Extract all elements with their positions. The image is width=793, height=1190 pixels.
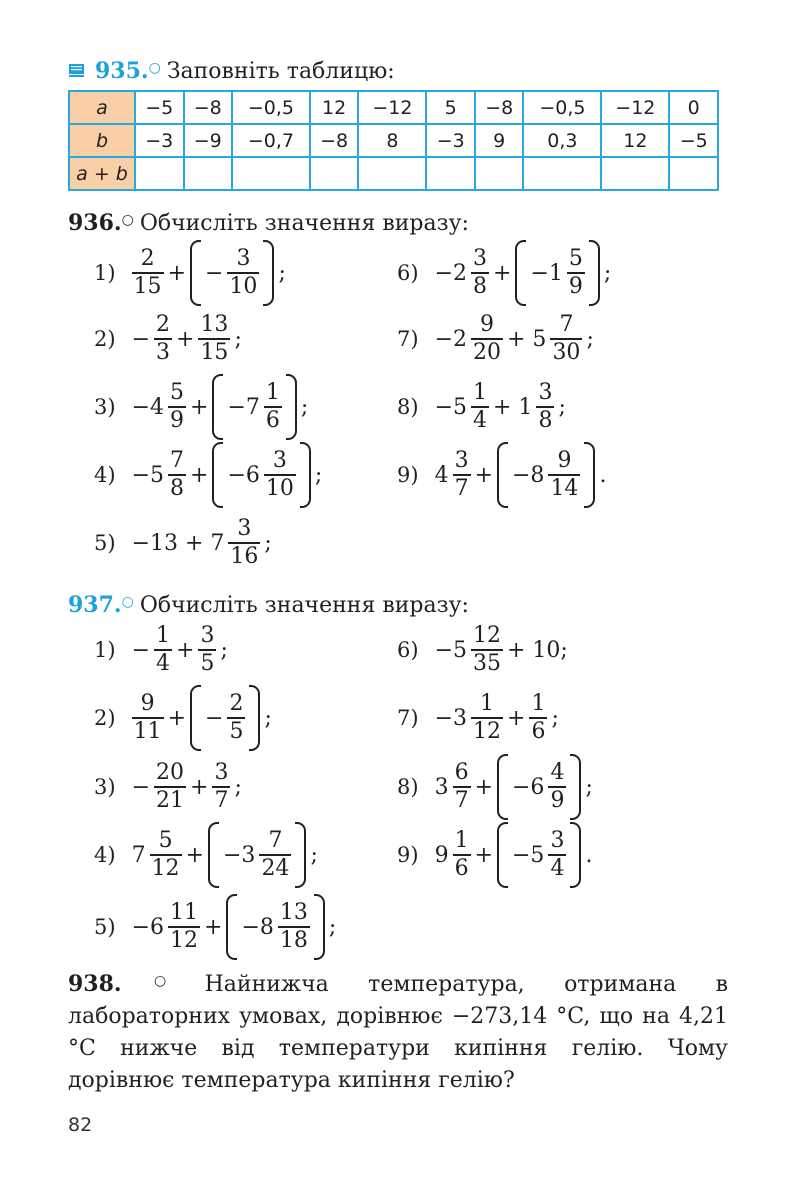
- item-label: 1): [94, 638, 116, 662]
- numerator: 12: [473, 623, 501, 648]
- denominator: 35: [473, 651, 501, 676]
- expression-item: [94, 892, 338, 962]
- math-symbol: +: [190, 774, 209, 800]
- fraction: [228, 516, 260, 570]
- table-cell: [310, 157, 359, 190]
- fraction: [168, 448, 186, 502]
- math-symbol: + 10;: [507, 637, 568, 663]
- denominator: 7: [214, 788, 229, 813]
- fraction: [154, 623, 172, 677]
- math-symbol: −8: [512, 462, 545, 488]
- fraction: [259, 828, 291, 882]
- numerator: 13: [279, 900, 308, 925]
- fraction: [227, 691, 245, 745]
- table-cell: −5: [135, 91, 184, 124]
- table-cell: −5: [669, 124, 718, 157]
- fraction: [550, 312, 582, 366]
- table-cell: 12: [310, 91, 359, 124]
- numerator: 9: [557, 448, 572, 473]
- table-row: [69, 91, 718, 124]
- table-cell: −0,7: [232, 124, 310, 157]
- exercise-936-title: Обчисліть значення виразу:: [139, 211, 469, 236]
- denominator: 14: [550, 476, 579, 501]
- math-expression: [433, 822, 595, 888]
- expression-item: [397, 372, 568, 442]
- numerator: 1: [454, 828, 469, 853]
- math-symbol: ;: [603, 260, 612, 286]
- table-cell: −12: [358, 91, 426, 124]
- math-symbol: −8: [241, 914, 274, 940]
- fraction: [471, 246, 489, 300]
- math-symbol: −6: [227, 462, 260, 488]
- fraction: [212, 760, 230, 814]
- denominator: 15: [200, 340, 229, 365]
- row-header: a: [69, 91, 135, 124]
- denominator: 30: [552, 340, 581, 365]
- denominator: 18: [279, 928, 308, 953]
- row-header: b: [69, 124, 135, 157]
- numerator: 3: [454, 448, 469, 473]
- math-symbol: ;: [551, 705, 559, 731]
- right-paren: [584, 442, 595, 508]
- numerator: 2: [229, 691, 244, 716]
- math-symbol: ;: [278, 260, 286, 286]
- expression-item: [397, 683, 561, 753]
- math-symbol: +: [493, 260, 512, 286]
- math-symbol: ;: [558, 394, 566, 420]
- denominator: 12: [151, 856, 180, 881]
- math-expression: [433, 754, 595, 820]
- table-cell: [601, 157, 669, 190]
- math-symbol: .: [585, 842, 593, 868]
- fraction: [453, 760, 471, 814]
- denominator: 8: [170, 476, 184, 501]
- fraction: [278, 900, 310, 954]
- math-symbol: −2: [434, 326, 467, 352]
- denominator: 6: [454, 856, 469, 881]
- table-row: [69, 124, 718, 157]
- item-label: 4): [94, 463, 116, 487]
- left-paren: [190, 240, 201, 306]
- item-label: 7): [397, 706, 419, 730]
- denominator: 5: [200, 651, 215, 676]
- denominator: 8: [473, 274, 487, 299]
- expression-item: [397, 440, 608, 510]
- table-cell: [475, 157, 524, 190]
- table-cell: [426, 157, 475, 190]
- expression-item: [397, 820, 594, 890]
- exercise-935-title: Заповніть таблицю:: [166, 59, 395, 84]
- item-label: 8): [397, 775, 419, 799]
- numerator: 7: [559, 312, 574, 337]
- numerator: 11: [170, 900, 198, 925]
- table-cell: 9: [475, 124, 524, 157]
- math-symbol: −: [131, 774, 150, 800]
- math-symbol: −3: [434, 705, 467, 731]
- exercise-937-title: Обчисліть значення виразу:: [139, 593, 469, 618]
- item-label: 4): [94, 843, 116, 867]
- table-cell: −0,5: [523, 91, 601, 124]
- fraction: [453, 448, 471, 502]
- math-symbol: −: [131, 637, 150, 663]
- exercise-938-text: Найнижча температура, отримана в лабораторних умовах, дорівнює −273,14 °C, що на 4,21 °C нижче від температури кипіння гелію. Чому дорівнює температура кипіння гелію?: [68, 972, 729, 1093]
- right-paren: [570, 754, 581, 820]
- math-symbol: ;: [310, 842, 318, 868]
- table-cell: −9: [184, 124, 233, 157]
- table-cell: 12: [601, 124, 669, 157]
- numerator: 3: [237, 516, 252, 541]
- table-cell: −0,5: [232, 91, 310, 124]
- numerator: 6: [454, 760, 469, 785]
- table-cell: −8: [475, 91, 524, 124]
- expression-item: [94, 683, 274, 753]
- expression-item: [94, 304, 244, 374]
- numerator: 9: [140, 691, 155, 716]
- math-symbol: −: [131, 326, 150, 352]
- math-expression: [130, 760, 244, 814]
- expression-item: [94, 508, 274, 578]
- table-cell: [135, 157, 184, 190]
- math-symbol: −7: [227, 394, 260, 420]
- exercise-938-number: 938.: [68, 971, 122, 997]
- fraction: [548, 828, 566, 882]
- numerator: 3: [236, 246, 251, 271]
- numerator: 3: [550, 828, 565, 853]
- exercise-938: [68, 968, 728, 1097]
- fraction: [168, 380, 186, 434]
- table-cell: −3: [135, 124, 184, 157]
- expression-item: [94, 372, 310, 442]
- denominator: 4: [550, 856, 565, 881]
- expression-item: [397, 615, 570, 685]
- numerator: 1: [480, 691, 494, 716]
- math-symbol: +: [190, 462, 209, 488]
- math-symbol: −5: [434, 394, 467, 420]
- denominator: 10: [265, 476, 294, 501]
- row-header: a + b: [69, 157, 135, 190]
- math-symbol: + 5: [507, 326, 547, 352]
- math-expression: [130, 374, 311, 440]
- numerator: 3: [214, 760, 229, 785]
- denominator: 4: [156, 651, 170, 676]
- math-symbol: −1: [530, 260, 563, 286]
- item-label: 2): [94, 327, 116, 351]
- exercise-936-number: 936.: [68, 210, 122, 236]
- degree-mark: ○: [121, 212, 134, 228]
- item-label: 5): [94, 531, 116, 555]
- item-label: 5): [94, 915, 116, 939]
- fraction: [150, 828, 182, 882]
- table-cell: [523, 157, 601, 190]
- item-label: 2): [94, 706, 116, 730]
- denominator: 11: [133, 719, 162, 744]
- denominator: 9: [170, 408, 184, 433]
- table-cell: 0: [669, 91, 718, 124]
- table-cell: 0,3: [523, 124, 601, 157]
- table-cell: [669, 157, 718, 190]
- fraction: [132, 246, 164, 300]
- page-number: 82: [68, 1114, 93, 1136]
- exercise-937-number: 937.: [68, 592, 122, 618]
- fraction: [132, 691, 164, 745]
- numerator: 3: [272, 448, 287, 473]
- math-symbol: −6: [131, 914, 164, 940]
- numerator: 1: [265, 380, 280, 405]
- fraction: [529, 691, 547, 745]
- fraction: [471, 623, 503, 677]
- degree-mark: ○: [121, 973, 199, 989]
- denominator: 12: [473, 719, 501, 744]
- math-symbol: 7: [131, 842, 146, 868]
- denominator: 12: [170, 928, 198, 953]
- math-symbol: ;: [220, 637, 228, 663]
- math-symbol: +: [176, 637, 195, 663]
- numerator: 9: [480, 312, 494, 337]
- left-paren: [212, 374, 223, 440]
- math-symbol: +: [474, 842, 493, 868]
- denominator: 8: [538, 408, 553, 433]
- math-symbol: 9: [434, 842, 449, 868]
- math-expression: [433, 312, 596, 366]
- numerator: 3: [538, 380, 553, 405]
- math-symbol: −13 + 7: [131, 530, 225, 556]
- math-symbol: ;: [300, 394, 309, 420]
- math-symbol: +: [167, 705, 186, 731]
- numerator: 5: [170, 380, 184, 405]
- numerator: 2: [140, 246, 155, 271]
- math-symbol: −: [205, 260, 224, 286]
- right-paren: [263, 240, 274, 306]
- math-symbol: .: [599, 462, 607, 488]
- math-symbol: −6: [512, 774, 545, 800]
- math-symbol: ;: [585, 774, 593, 800]
- fraction: [227, 246, 259, 300]
- math-expression: [433, 380, 568, 434]
- numerator: 1: [531, 691, 546, 716]
- right-paren: [314, 894, 325, 960]
- left-paren: [497, 442, 508, 508]
- table-cell: −3: [426, 124, 475, 157]
- fraction: [548, 760, 566, 814]
- left-paren: [515, 240, 526, 306]
- expression-item: [94, 238, 288, 308]
- numerator: 7: [170, 448, 184, 473]
- item-label: 9): [397, 463, 419, 487]
- table-cell: 5: [426, 91, 475, 124]
- expression-item: [397, 238, 613, 308]
- math-expression: [130, 623, 230, 677]
- expression-item: [397, 752, 595, 822]
- fraction: [154, 760, 186, 814]
- denominator: 10: [229, 274, 258, 299]
- right-paren: [286, 374, 297, 440]
- numerator: 20: [156, 760, 184, 785]
- denominator: 9: [568, 274, 583, 299]
- numerator: 1: [156, 623, 170, 648]
- denominator: 20: [473, 340, 501, 365]
- numerator: 3: [473, 246, 487, 271]
- item-label: 8): [397, 395, 419, 419]
- math-symbol: ;: [264, 530, 272, 556]
- math-expression: [130, 685, 274, 751]
- math-expression: [433, 623, 570, 677]
- fraction: [264, 380, 282, 434]
- fraction: [264, 448, 296, 502]
- fraction: [471, 312, 503, 366]
- denominator: 5: [229, 719, 244, 744]
- math-expression: [433, 442, 609, 508]
- math-expression: [130, 312, 244, 366]
- numerator: 5: [568, 246, 583, 271]
- denominator: 6: [531, 719, 546, 744]
- math-expression: [130, 240, 288, 306]
- expression-item: [397, 304, 596, 374]
- expression-item: [94, 752, 244, 822]
- math-symbol: ;: [264, 705, 272, 731]
- denominator: 7: [454, 476, 469, 501]
- denominator: 9: [550, 788, 565, 813]
- math-expression: [130, 516, 274, 570]
- table-cell: 8: [358, 124, 426, 157]
- math-symbol: +: [167, 260, 186, 286]
- table-cell: −8: [184, 91, 233, 124]
- math-symbol: −5: [434, 637, 467, 663]
- math-symbol: 3: [434, 774, 449, 800]
- math-symbol: + 1: [493, 394, 533, 420]
- math-symbol: +: [507, 705, 526, 731]
- fraction: [471, 691, 503, 745]
- math-symbol: +: [474, 462, 493, 488]
- fraction: [536, 380, 554, 434]
- expression-item: [94, 615, 230, 685]
- expression-item: [94, 820, 320, 890]
- denominator: 4: [473, 408, 487, 433]
- degree-mark: ○: [148, 60, 161, 76]
- exercise-936-heading: [68, 210, 469, 237]
- numerator: 2: [156, 312, 170, 337]
- left-paren: [212, 442, 223, 508]
- math-symbol: +: [185, 842, 204, 868]
- degree-mark: ○: [121, 594, 134, 610]
- numerator: 5: [158, 828, 173, 853]
- fraction: [453, 828, 471, 882]
- math-symbol: −3: [223, 842, 256, 868]
- right-paren: [589, 240, 600, 306]
- item-label: 3): [94, 775, 116, 799]
- math-symbol: ;: [234, 774, 242, 800]
- left-paren: [226, 894, 237, 960]
- left-paren: [497, 754, 508, 820]
- expression-item: [94, 440, 324, 510]
- table-cell: −12: [601, 91, 669, 124]
- numerator: 3: [200, 623, 215, 648]
- math-expression: [433, 691, 561, 745]
- math-symbol: −2: [434, 260, 467, 286]
- book-icon: [68, 62, 85, 79]
- right-paren: [570, 822, 581, 888]
- numerator: 7: [268, 828, 283, 853]
- math-symbol: −5: [512, 842, 545, 868]
- math-symbol: +: [190, 394, 209, 420]
- left-paren: [190, 685, 201, 751]
- exercise-935-number: 935.: [95, 58, 149, 84]
- denominator: 15: [133, 274, 162, 299]
- table-cell: [358, 157, 426, 190]
- exercise-935-heading: [68, 58, 395, 85]
- math-symbol: ;: [234, 326, 242, 352]
- denominator: 21: [156, 788, 184, 813]
- math-symbol: +: [204, 914, 223, 940]
- denominator: 6: [265, 408, 280, 433]
- right-paren: [295, 822, 306, 888]
- table-row: [69, 157, 718, 190]
- math-symbol: −: [205, 705, 224, 731]
- item-label: 3): [94, 395, 116, 419]
- math-symbol: +: [176, 326, 195, 352]
- denominator: 3: [156, 340, 170, 365]
- denominator: 16: [230, 544, 259, 569]
- left-paren: [497, 822, 508, 888]
- right-paren: [300, 442, 311, 508]
- item-label: 1): [94, 261, 116, 285]
- denominator: 7: [454, 788, 469, 813]
- fraction: [471, 380, 489, 434]
- table-cell: [232, 157, 310, 190]
- math-symbol: +: [474, 774, 493, 800]
- item-label: 9): [397, 843, 419, 867]
- math-symbol: ;: [586, 326, 594, 352]
- fraction: [168, 900, 200, 954]
- numerator: 1: [473, 380, 487, 405]
- fraction: [548, 448, 580, 502]
- math-expression: [433, 240, 614, 306]
- denominator: 24: [261, 856, 290, 881]
- sum-table: [68, 90, 719, 191]
- numerator: 4: [550, 760, 565, 785]
- fraction: [154, 312, 172, 366]
- right-paren: [249, 685, 260, 751]
- math-symbol: 4: [434, 462, 449, 488]
- math-expression: [130, 894, 339, 960]
- math-symbol: −4: [131, 394, 164, 420]
- item-label: 7): [397, 327, 419, 351]
- table-cell: −8: [310, 124, 359, 157]
- math-expression: [130, 442, 325, 508]
- numerator: 13: [200, 312, 229, 337]
- math-symbol: ;: [314, 462, 323, 488]
- math-symbol: ;: [328, 914, 337, 940]
- item-label: 6): [397, 261, 419, 285]
- table-cell: [184, 157, 233, 190]
- math-symbol: −5: [131, 462, 164, 488]
- item-label: 6): [397, 638, 419, 662]
- math-expression: [130, 822, 320, 888]
- fraction: [198, 623, 216, 677]
- left-paren: [208, 822, 219, 888]
- fraction: [567, 246, 585, 300]
- fraction: [198, 312, 230, 366]
